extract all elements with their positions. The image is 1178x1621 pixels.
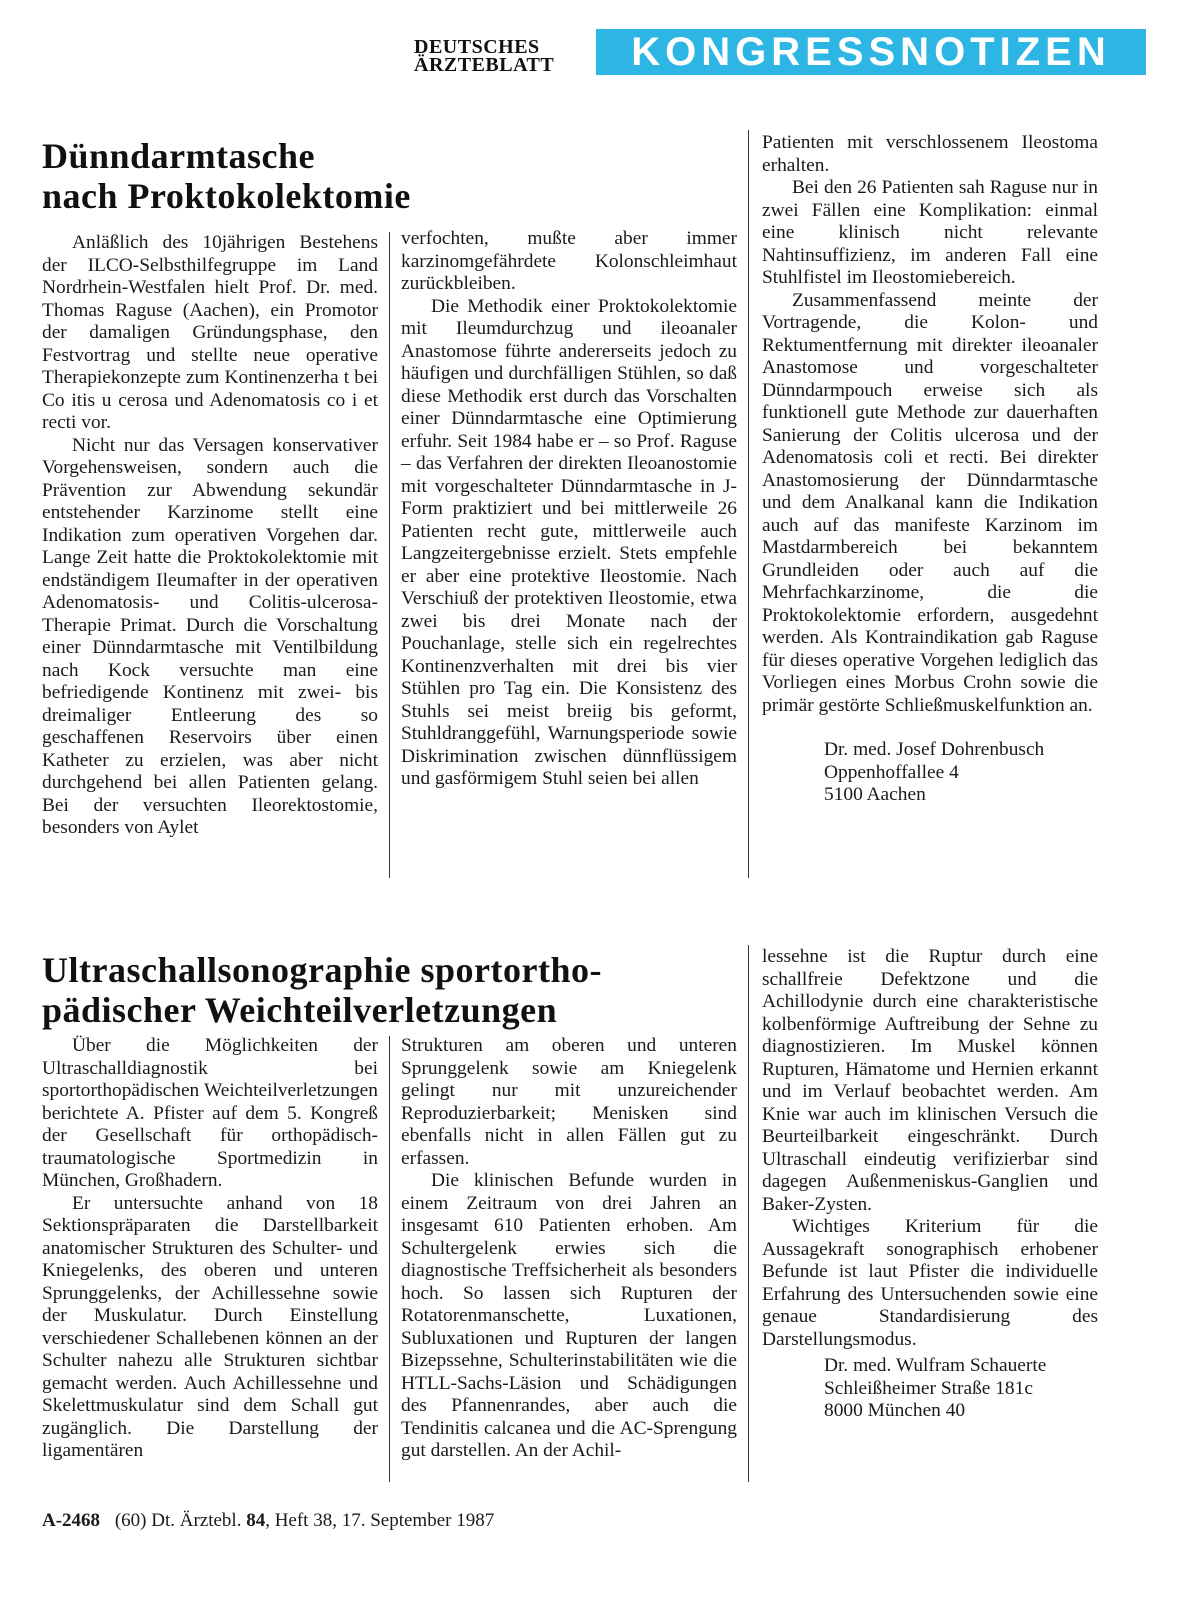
article-1-paragraph: Zusammenfassend meinte der Vortragende, die Kolon- und Rektumentfernung mit direkter ileoanaler Anastomose und vorgeschalteter Dünndarmpouch erweise sich als funktionell gute Methode zur dauerhaften Sanierung der Colitis ulcerosa und der Adenomatosis coli et recti. Bei direkter Anastomosierung der Dünndarmtasche und dem Analkanal kann die Indikation auch auf das manifeste Karzinom im Mastdarmbereich bei bekanntem Grundleiden oder auch auf die Mehrfachkarzinome, die die Proktokolektomie erfordern, ausgedehnt werden. Als Kontraindikation gab Raguse für dieses operative Vorgehen lediglich das Vorliegen eines Morbus Crohn sowie die primär gestörte Schließmuskelfunktion an. <box>762 289 1098 716</box>
article-2-column-2 <box>401 1035 737 1463</box>
column-rule <box>389 1036 390 1482</box>
article-1-column-2 <box>401 228 737 791</box>
article-2-paragraph: Strukturen am oberen und unteren Sprunggelenk sowie am Kniegelenk gelingt nur mit unzureichender Reproduzierbarkeit; Menisken sind ebenfalls nicht in allen Fällen gut zu erfassen. <box>401 1035 737 1169</box>
article-2-author-signature <box>762 1355 1098 1423</box>
column-rule <box>748 130 749 878</box>
article-2-column-1 <box>42 1035 378 1463</box>
article-2-paragraph: Er untersuchte anhand von 18 Sektionspräparaten die Darstellbarkeit anatomischer Strukturen des Schulter- und Kniegelenks, des oberen und unteren Sprunggelenks, der Achillessehne sowie der Muskulatur. Durch Einstellung verschiedener Schallebenen können an der Schulter nahezu alle Strukturen sichtbar gemacht werden. Auch Achillessehne und Skelettmuskulatur sind dem Schall gut zugänglich. Die Darstellung der ligamentären <box>42 1192 378 1461</box>
masthead <box>414 24 1154 82</box>
author-name: Dr. med. Wulfram Schauerte <box>824 1355 1047 1376</box>
author-street: Schleißheimer Straße 181c <box>824 1377 1033 1399</box>
article-1-title-line-2: nach Proktokolektomie <box>42 176 411 216</box>
article-2-title-line-1: Ultraschallsonographie sportortho- <box>42 950 602 990</box>
article-1-paragraph: Nicht nur das Versagen konservativer Vorgehensweisen, sondern auch die Prävention zur Abwendung sekundär entstehender Karzinome stellt eine Indikation zum operativen Vorgehen dar. Lange Zeit hatte die Proktokolektomie mit endständigem Ileumafter in der operativen Adenomatosis- und Colitis-ulcerosa-Therapie Primat. Durch die Vorschaltung einer Dünndarmtasche mit Ventilbildung nach Kock versuchte man eine befriedigende Kontinenz mit zwei- bis dreimaliger Entleerung des so geschaffenen Reservoirs über einen Katheter zu erzielen, was aber nicht durchgehend bei allen Patienten gelang. Bei der versuchten Ileorektostomie, besonders von Aylet <box>42 434 378 838</box>
section-banner: KONGRESSNOTIZEN <box>596 29 1146 75</box>
page-number: A-2468 <box>42 1510 101 1531</box>
article-1-paragraph: Die Methodik einer Proktokolektomie mit Ileumdurchzug und ileoanaler Anastomose führte andererseits jedoch zu häufigen und durchfälligen Stühlen, so daß diese Methodik erst durch das Vorschalten einer Dünndarmtasche eine Optimierung erfuhr. Seit 1984 habe er – so Prof. Raguse – das Verfahren der direkten Ileoanostomie mit vorgeschalteter Dünndarmtasche in J-Form praktiziert und bei mittlerweile 26 Patienten recht gute, mittlerweile auch Langzeitergebnisse erzielt. Stets empfehle er aber eine protektive Ileostomie. Nach Verschiuß der protektiven Ileostomie, etwa zwei bis drei Monate nach der Pouchanlage, stelle sich ein regelrechtes Kontinenzverhalten mit drei bis vier Stühlen pro Tag ein. Die Konsistenz des Stuhls sei meist breiig bis geformt, Stuhldranggefühl, Warnungsperiode sowie Diskrimination zwischen dünnflüssigem und gasförmigem Stuhl seien bei allen <box>401 295 737 789</box>
volume-number: 84 <box>246 1510 266 1531</box>
article-1-paragraph: verfochten, mußte aber immer karzinomgefährdete Kolonschleimhaut zurückbleiben. <box>401 228 737 294</box>
article-1-column-1 <box>42 232 378 840</box>
article-1-author-signature <box>762 739 1098 807</box>
article-2-paragraph: Über die Möglichkeiten der Ultraschalldiagnostik bei sportorthopädischen Weichteilverletzungen berichtete A. Pfister auf dem 5. Kongreß der Gesellschaft für orthopädisch-traumatologische Sportmedizin in München, Großhadern. <box>42 1035 378 1191</box>
article-2-paragraph: lessehne ist die Ruptur durch eine schallfreie Defektzone und die Achillodynie durch eine charakteristische kolbenförmige Auftreibung der Sehne zu diagnostizieren. Im Muskel können Rupturen, Hämatome und Hernien erkannt und im Verlauf beobachtet werden. Am Knie war auch im klinischen Versuch die Beurteilbarkeit eingeschränkt. Durch Ultraschall eindeutig verifizierbar sind dagegen Außenmeniskus-Ganglien und Baker-Zysten. <box>762 946 1098 1215</box>
citation-suffix: , Heft 38, 17. September 1987 <box>265 1510 495 1531</box>
article-1-paragraph: Anläßlich des 10jährigen Bestehens der ILCO-Selbsthilfegruppe im Land Nordrhein-Westfalen hielt Prof. Dr. med. Thomas Raguse (Aachen), ein Promotor der damaligen Gründungsphase, den Festvortrag und stellte neue operative Therapiekonzepte zum Kontinenzerha t bei Co itis u cerosa und Adenomatosis co i et recti vor. <box>42 232 378 433</box>
citation-prefix: (60) Dt. Ärztebl. <box>114 1510 242 1531</box>
article-2-paragraph: Die klinischen Befunde wurden in einem Zeitraum von drei Jahren an insgesamt 610 Patienten erhoben. Am Schultergelenk erwies sich die diagnostische Treffsicherheit als besonders hoch. So lassen sich Rupturen der Rotatorenmanschette, Luxationen, Subluxationen und Rupturen der langen Bizepssehne, Schulterinstabilitäten wie die HTLL-Sachs-Läsion und Schädigungen des Pfannenrandes, aber auch die Tendinitis calcanea und die AC-Sprengung gut darstellen. An der Achil- <box>401 1170 737 1461</box>
author-name: Dr. med. Josef Dohrenbusch <box>824 739 1045 760</box>
author-street: Oppenhoffallee 4 <box>824 761 959 783</box>
logo-line-2: ÄRZTEBLATT <box>414 54 555 76</box>
article-1-title-line-1: Dünndarmtasche <box>42 136 316 176</box>
article-2-column-3 <box>762 946 1098 1423</box>
article-1-paragraph: Bei den 26 Patienten sah Raguse nur in zwei Fällen eine Komplikation: einmal eine klinisch nicht relevante Nahtinsuffizienz, im anderen Fall eine Stuhlfistel im Ileostomiebereich. <box>762 177 1098 288</box>
article-2-title <box>42 950 602 1030</box>
column-rule <box>748 945 749 1482</box>
article-1-title <box>42 136 411 216</box>
author-city: 8000 München 40 <box>824 1400 966 1421</box>
page-footer <box>42 1510 494 1532</box>
journal-logo <box>414 38 554 74</box>
article-1-paragraph: Patienten mit verschlossenem Ileostoma erhalten. <box>762 132 1098 176</box>
logo-line-1: DEUTSCHES <box>414 36 540 58</box>
article-2-paragraph: Wichtiges Kriterium für die Aussagekraft sonographisch erhobener Befunde ist laut Pfister die individuelle Erfahrung des Untersuchenden sowie eine genaue Standardisierung des Darstellungsmodus. <box>762 1216 1098 1350</box>
article-1-column-3 <box>762 132 1098 807</box>
article-2-title-line-2: pädischer Weichteilverletzungen <box>42 990 558 1030</box>
column-rule <box>389 232 390 878</box>
author-city: 5100 Aachen <box>824 784 926 805</box>
